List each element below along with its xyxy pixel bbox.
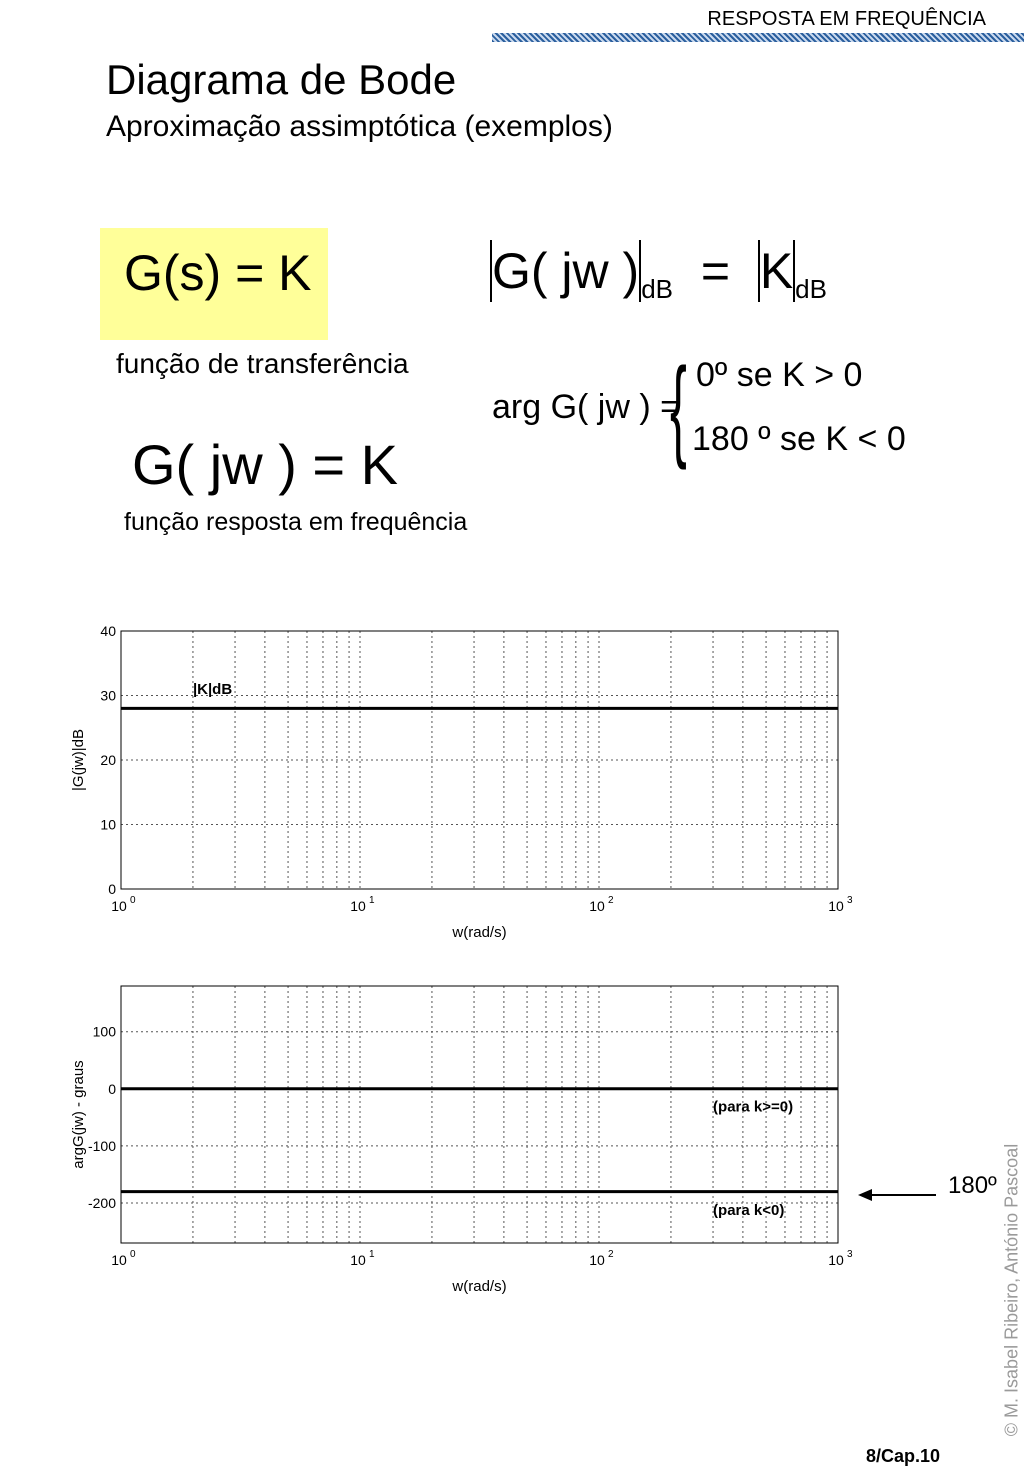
x-tick-exponent: 2 [608,895,614,906]
equals-sign: = [686,243,744,299]
y-tick-label: 0 [108,881,116,897]
page-title: Diagrama de Bode [106,56,457,103]
magnitude-plot [0,600,880,960]
annotation-label: (para k<0) [713,1201,785,1219]
x-tick-label: 10 [589,1252,605,1268]
y-tick-label: 0 [108,1080,116,1097]
y-tick-label: 40 [100,623,116,639]
magnitude-rhs-sub: dB [795,274,827,304]
copyright: © M. Isabel Ribeiro, António Pascoal [1001,1143,1022,1437]
x-tick-label: 10 [350,898,366,914]
page-subtitle: Aproximação assimptótica (exemplos) [106,110,613,143]
freq-response-equation: G( jw ) = K [132,433,399,496]
transfer-function-box [100,228,328,340]
y-tick-label: 100 [92,1023,116,1040]
x-tick-label: 10 [828,898,844,914]
y-axis-label: argG(jw) - graus [70,1060,87,1169]
freq-response-caption: função resposta em frequência [124,508,468,536]
magnitude-lhs-sub: dB [641,274,674,304]
header-title: RESPOSTA EM FREQUÊNCIA [707,8,986,30]
x-tick-label: 10 [111,1252,127,1268]
header-decorative-bar [492,33,1024,42]
y-tick-label: 20 [100,752,116,768]
transfer-function-equation: G(s) = K [124,245,312,301]
x-tick-exponent: 2 [608,1249,614,1260]
x-tick-exponent: 0 [130,1249,136,1260]
magnitude-equation [490,240,827,305]
x-tick-exponent: 3 [847,895,853,906]
phase-case-negative: 180 º se K < 0 [692,420,906,458]
annotation-label: (para k>=0) [713,1098,794,1116]
y-tick-label: 30 [100,687,116,704]
x-tick-label: 10 [589,898,605,914]
curly-brace: { [670,345,687,470]
y-tick-label: 10 [100,816,116,833]
x-tick-exponent: 1 [369,895,375,906]
arrow-label-180: 180º [948,1172,997,1199]
phase-case-positive: 0º se K > 0 [696,356,863,394]
x-tick-label: 10 [111,898,127,914]
y-tick-label: -100 [87,1137,116,1154]
arrow-left-icon [856,1184,940,1206]
x-axis-label: w(rad/s) [452,924,507,941]
x-axis-label: w(rad/s) [452,1278,507,1295]
plot-frame [121,631,838,889]
phase-equation-lhs: arg G( jw ) = [492,388,680,426]
x-tick-label: 10 [828,1252,844,1268]
magnitude-lhs: G( jw ) [492,243,640,299]
x-tick-label: 10 [350,1252,366,1268]
magnitude-rhs: K [759,243,794,299]
y-axis-label: |G(jw)|dB [70,729,87,791]
transfer-function-caption: função de transferência [116,348,409,379]
x-tick-exponent: 0 [130,895,136,906]
x-tick-exponent: 1 [369,1249,375,1260]
y-tick-label: -200 [87,1195,116,1212]
page-number: 8/Cap.10 [866,1446,941,1466]
annotation-label: |K|dB [192,681,233,699]
x-tick-exponent: 3 [847,1249,853,1260]
phase-plot [0,970,880,1310]
